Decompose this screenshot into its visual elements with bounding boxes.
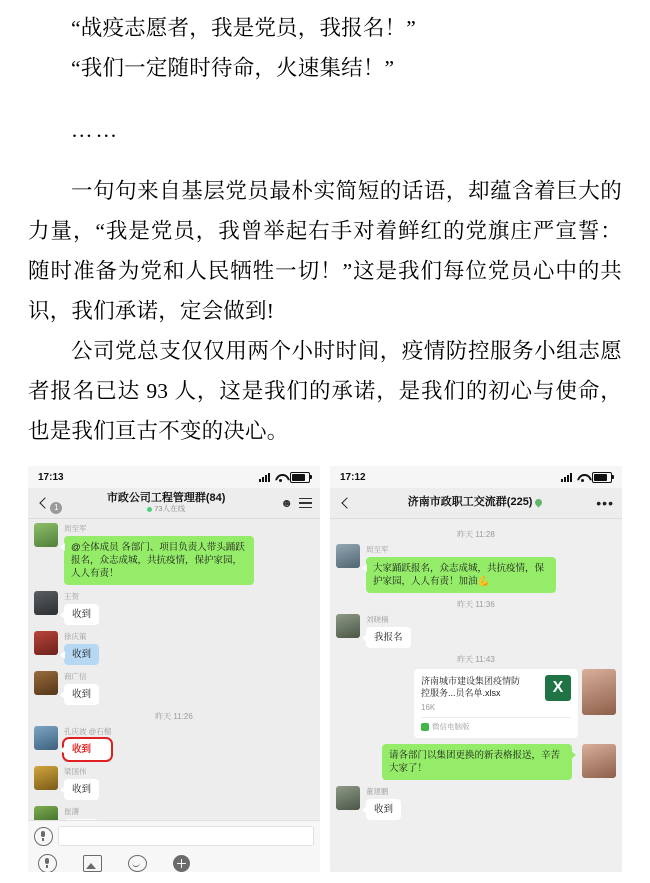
quote-paragraph-1: “战疫志愿者，我是党员，我报名！” xyxy=(71,16,416,40)
message-timestamp: 昨天 11:43 xyxy=(457,655,495,664)
message-bubble[interactable]: 大家踊跃报名，众志成城，共抗疫情，保护家园，人人有责！加油💪 xyxy=(366,557,556,593)
body-paragraph-2: 公司党总支仅仅用两个小时时间，疫情防控服务小组志愿者报名已达 93 人，这是我们的承诺，是我们的初心与使命，也是我们亘古不变的决心。 xyxy=(28,339,622,443)
message-input-bar-left xyxy=(28,820,320,872)
message-bubble[interactable]: 收到 xyxy=(64,644,99,665)
message-bubble[interactable]: 收到 xyxy=(64,684,99,705)
back-badge-count: 1 xyxy=(50,502,62,514)
message-sender: 王贺 xyxy=(64,592,79,601)
message-sender: 商广信 xyxy=(64,672,87,681)
message-bubble[interactable]: 我报名 xyxy=(366,627,411,648)
avatar[interactable] xyxy=(34,591,58,615)
message-timestamp: 昨天 11:28 xyxy=(457,530,495,539)
back-chevron-icon[interactable] xyxy=(338,495,354,511)
status-bar-right xyxy=(330,466,622,488)
file-name: 济南城市建设集团疫情防控服务...员名单.xlsx xyxy=(421,676,521,698)
message-bubble[interactable]: 收到 xyxy=(64,604,99,625)
message-row-file xyxy=(336,669,616,738)
screenshot-figure xyxy=(28,466,622,872)
message-timestamp: 昨天 11:36 xyxy=(457,600,495,609)
emoji-icon[interactable] xyxy=(128,855,147,872)
signal-icon xyxy=(259,473,271,482)
chat-title-block-left xyxy=(52,493,280,513)
chat-title-block-right xyxy=(354,497,596,509)
quote-paragraph-2: “我们一定随时待命，火速集结！” xyxy=(71,56,395,80)
chat-messages-right[interactable] xyxy=(330,519,622,872)
chat-title-left: 市政公司工程管理群(84) xyxy=(106,491,226,504)
wifi-icon xyxy=(577,473,588,482)
wechat-screenshot-right xyxy=(330,466,622,872)
nav-bar-left xyxy=(28,488,320,519)
status-time-right: 17:12 xyxy=(340,471,366,483)
message-sender: 刘晓楠 xyxy=(366,615,389,624)
battery-icon xyxy=(290,472,310,483)
avatar[interactable] xyxy=(34,671,58,695)
message-sender: 梁国伟 xyxy=(64,767,87,776)
message-row xyxy=(34,726,314,760)
battery-icon xyxy=(592,472,612,483)
online-count-text: 73人在线 xyxy=(154,504,186,514)
back-button-left[interactable] xyxy=(36,495,59,512)
chat-title-right: 济南市政职工交流群(225) xyxy=(407,496,533,509)
message-row xyxy=(336,744,616,780)
file-card[interactable] xyxy=(414,669,578,738)
file-size: 16K xyxy=(421,703,436,712)
message-bubble[interactable]: @全体成员 各部门、项目负责人带头踊跃报名，众志成城，共抗疫情，保护家园，人人有责！ xyxy=(64,536,254,585)
avatar[interactable] xyxy=(582,744,616,778)
photo-icon[interactable] xyxy=(83,855,102,872)
avatar[interactable] xyxy=(34,631,58,655)
message-row xyxy=(34,631,314,665)
message-sender: 孔庆波 @石榴 xyxy=(64,727,112,736)
chat-online-count-left xyxy=(52,505,280,513)
smiley-icon[interactable]: ☻ xyxy=(280,496,293,510)
message-sender: 崔濤 xyxy=(64,807,79,816)
message-bubble-highlighted[interactable]: 收到 xyxy=(64,739,111,760)
wechat-screenshot-left xyxy=(28,466,320,872)
message-sender: 周至军 xyxy=(366,545,389,554)
message-row xyxy=(34,591,314,625)
online-dot-icon xyxy=(147,507,152,512)
ellipsis-line: …… xyxy=(71,117,120,142)
message-row xyxy=(336,614,616,648)
avatar[interactable] xyxy=(582,669,616,715)
status-bar-left xyxy=(28,466,320,488)
document-body xyxy=(28,0,622,451)
wifi-icon xyxy=(275,473,286,482)
avatar[interactable] xyxy=(336,786,360,810)
message-sender: 周至军 xyxy=(64,524,87,533)
message-sender: 董建鹏 xyxy=(366,787,389,796)
signal-icon xyxy=(561,473,573,482)
hamburger-icon[interactable] xyxy=(299,498,312,509)
message-row xyxy=(336,786,616,820)
message-sender: 徐庆策 xyxy=(64,632,87,641)
message-bubble[interactable]: 收到 xyxy=(366,799,401,820)
message-bubble[interactable]: 请各部门以集团更换的新表格报送，辛苦大家了！ xyxy=(382,744,572,780)
avatar[interactable] xyxy=(34,523,58,547)
avatar[interactable] xyxy=(336,614,360,638)
message-row xyxy=(34,523,314,585)
location-pin-icon xyxy=(534,497,544,507)
status-time-left: 17:13 xyxy=(38,471,64,483)
avatar[interactable] xyxy=(336,544,360,568)
file-source: 微信电脑版 xyxy=(432,722,470,731)
message-row xyxy=(336,544,616,593)
avatar[interactable] xyxy=(34,726,58,750)
wechat-icon xyxy=(421,723,429,731)
message-row xyxy=(34,766,314,800)
body-paragraph-1: 一句句来自基层党员最朴实简短的话语，却蕴含着巨大的力量，“我是党员，我曾举起右手对着鲜红的党旗庄严宣誓：随时准备为党和人民牺牲一切！”这是我们每位党员心中的共识，我们承诺，定会做到! xyxy=(28,179,622,323)
message-timestamp: 昨天 11:26 xyxy=(155,712,193,721)
excel-file-icon: X xyxy=(545,675,571,701)
avatar[interactable] xyxy=(34,766,58,790)
message-input-field[interactable] xyxy=(58,826,314,846)
more-dots-icon[interactable]: ••• xyxy=(596,495,614,511)
nav-bar-right xyxy=(330,488,622,519)
microphone-icon[interactable] xyxy=(34,827,53,846)
message-bubble[interactable]: 收到 xyxy=(64,779,99,800)
voice-input-icon[interactable] xyxy=(38,854,57,872)
plus-icon[interactable] xyxy=(173,855,190,872)
message-row xyxy=(34,671,314,705)
